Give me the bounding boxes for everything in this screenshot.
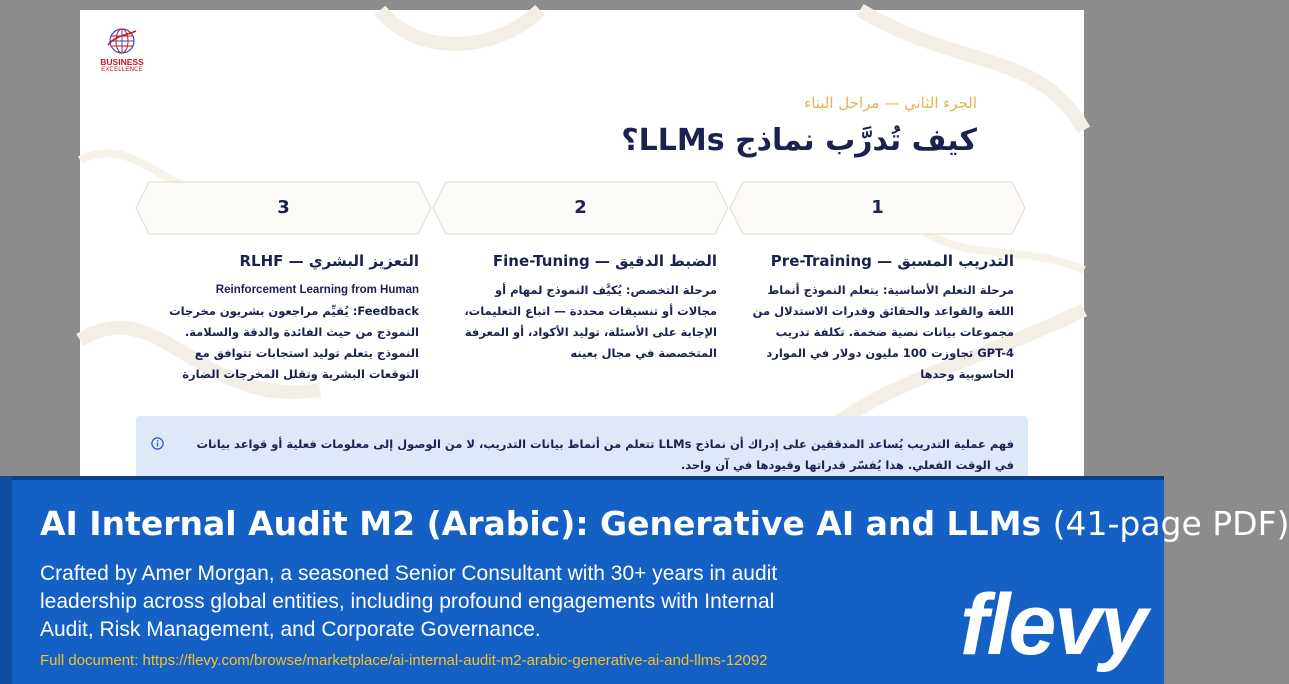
description-line: مجموعات بيانات نصية ضخمة. تكلفة تدريب [775,325,1014,339]
step-title: التعزيز البشري — RLHF [239,252,419,270]
description-line: المتخصصة في مجال بعينه [570,346,717,360]
banner-description: Crafted by Amer Morgan, a seasoned Senior Consultant with 30+ years in audit leadership across global entities, including profound engagements with Internal Audit, Risk Management, and Corporate Governance. [40,562,778,641]
step-number: 3 [277,197,290,218]
step-title: الضبط الدقيق — Fine-Tuning [492,252,717,270]
background-swirl-decoration [80,10,1084,480]
description-line: الحاسوبية وحدها [920,367,1014,381]
section-eyebrow: الجزء الثاني — مراحل البناء [804,94,977,112]
description-line: اللغة والقواعد والحقائق وقدرات الاستدلال من [752,304,1014,318]
step-column-2 [445,250,717,364]
step-description [445,280,717,364]
description-line: Reinforcement Learning from Human [215,284,419,296]
step-column-3 [147,250,419,385]
banner-title-suffix: (41-page PDF) [1052,504,1289,543]
step-number: 1 [871,197,884,218]
description-line: GPT-4 تجاوزت 100 مليون دولار في الموارد [766,346,1014,360]
banner-top-border [0,476,1164,480]
page-title: كيف تُدرَّب نماذج LLMs؟ [621,123,977,158]
description-line: التوقعات البشرية وتقلل المخرجات الضارة [182,367,419,381]
banner-title [40,504,1289,543]
step-arrow-3 [135,181,432,235]
step-title: التدريب المسبق — Pre-Training [770,252,1014,270]
step-arrow-1 [729,181,1026,235]
description-line: مرحلة التعلم الأساسية: يتعلم النموذج أنماط [767,283,1014,297]
description-line: Feedback: يُقيِّم مراجعون بشريون مخرجات [169,304,419,318]
step-arrow-2 [432,181,729,235]
promo-banner [0,476,1289,684]
step-column-1 [742,250,1014,385]
step-description [147,280,419,385]
document-link[interactable]: Full document: https://flevy.com/browse/marketplace/ai-internal-audit-m2-arabic-generative-ai-and-llms-12092 [40,652,768,669]
banner-left-edge [0,476,12,684]
flevy-logo [956,576,1153,673]
callout-line-1: فهم عملية التدريب يُساعد المدققين على إدراك أن نماذج LLMs تتعلم من أنماط بيانات التدريب، لا من الوصول إلى معلومات فعلية أو قواعد بيانات [196,437,1014,451]
logo-line-2: EXCELLENCE [101,67,143,73]
description-line: النموذج يتعلم توليد استجابات تتوافق مع [194,346,419,360]
logo-text [94,58,150,74]
description-line: مجالات أو تنسيقات محددة — اتباع التعليمات، [464,304,717,318]
document-page [80,10,1084,480]
business-excellence-logo [94,26,150,76]
banner-title-main: AI Internal Audit M2 (Arabic): Generative AI and LLMs [40,504,1042,543]
flevy-wordmark: flevy [960,577,1153,673]
description-line: مرحلة التخصص: يُكيَّف النموذج لمهام أو [494,283,717,297]
globe-logo-icon [94,26,150,56]
description-line: النموذج من حيث الفائدة والدقة والسلامة. [184,325,419,339]
callout-line-2: في الوقت الفعلي. هذا يُفسّر قدراتها وقيودها في آن واحد. [680,458,1014,472]
logo-line-1: BUSINESS [100,57,144,67]
step-number: 2 [574,197,587,218]
step-description [742,280,1014,385]
info-icon [151,437,164,450]
description-line: الإجابة على الأسئلة، توليد الأكواد، أو المعرفة [464,325,717,339]
